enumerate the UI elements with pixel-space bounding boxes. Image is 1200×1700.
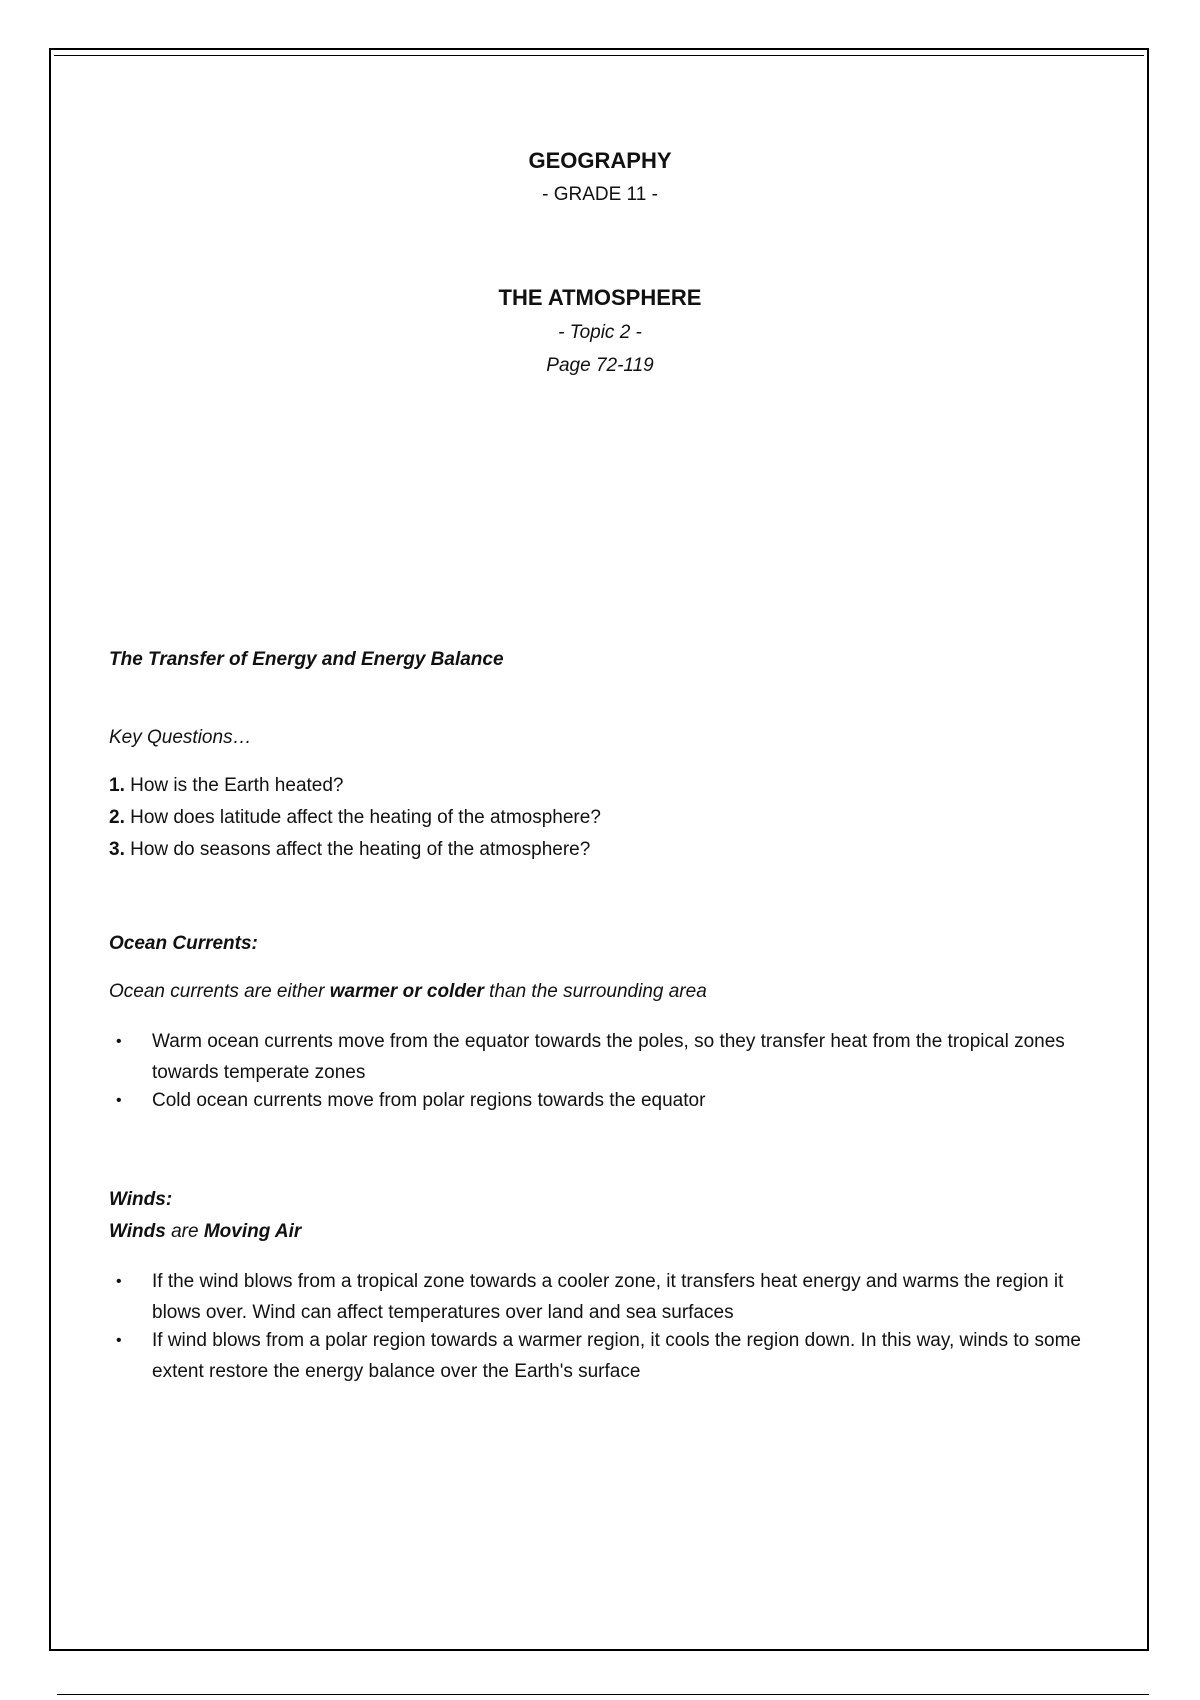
question-item (109, 775, 344, 797)
subheading-term: Winds (109, 1221, 166, 1242)
subheading-connector: are (165, 1221, 204, 1242)
border-top-double-line (54, 55, 1144, 56)
ocean-currents-heading: Ocean Currents: (109, 933, 258, 954)
key-questions-label: Key Questions… (109, 727, 252, 748)
page-range: Page 72-119 (546, 355, 654, 376)
subject-title: GEOGRAPHY (528, 148, 672, 173)
unit-title: THE ATMOSPHERE (498, 285, 702, 310)
grade-label: - GRADE 11 - (542, 184, 658, 205)
question-item (109, 807, 601, 829)
list-item (109, 1026, 1087, 1088)
ocean-currents-intro (109, 981, 707, 1003)
intro-emphasis: warmer or colder (329, 981, 484, 1002)
subheading-definition: Moving Air (203, 1221, 302, 1242)
question-text: How do seasons affect the heating of the atmosphere? (130, 839, 591, 860)
topic-label: - Topic 2 - (558, 322, 642, 343)
list-item (109, 1266, 1087, 1328)
question-text: How does latitude affect the heating of the atmosphere? (130, 807, 601, 828)
question-text: How is the Earth heated? (130, 775, 344, 796)
bullet-icon: • (116, 1332, 122, 1349)
winds-list (109, 1266, 1087, 1387)
energy-section-heading: The Transfer of Energy and Energy Balance (109, 649, 504, 670)
question-number: 2. (109, 807, 125, 828)
footer-rule (57, 1694, 1149, 1695)
list-item-text: Cold ocean currents move from polar regions towards the equator (152, 1090, 706, 1111)
list-item-text: If wind blows from a polar region towards a warmer region, it cools the region down. In this way, winds to some extent restore the energy balance over the Earth's surface (152, 1330, 1081, 1382)
ocean-currents-list (109, 1026, 1087, 1116)
list-item (109, 1085, 1087, 1116)
question-number: 3. (109, 839, 125, 860)
winds-subheading (109, 1221, 301, 1243)
question-number: 1. (109, 775, 125, 796)
intro-text-end: than the surrounding area (483, 981, 707, 1002)
question-item (109, 839, 590, 861)
list-item-text: Warm ocean currents move from the equator towards the poles, so they transfer heat from the tropical zones towards temperate zones (152, 1031, 1065, 1083)
winds-heading: Winds: (109, 1189, 173, 1210)
bullet-icon: • (116, 1273, 122, 1290)
intro-text-start: Ocean currents are either (109, 981, 330, 1002)
list-item (109, 1325, 1087, 1387)
bullet-icon: • (116, 1033, 122, 1050)
bullet-icon: • (116, 1092, 122, 1109)
list-item-text: If the wind blows from a tropical zone towards a cooler zone, it transfers heat energy and warms the region it blows over. Wind can affect temperatures over land and sea surfaces (152, 1271, 1064, 1323)
